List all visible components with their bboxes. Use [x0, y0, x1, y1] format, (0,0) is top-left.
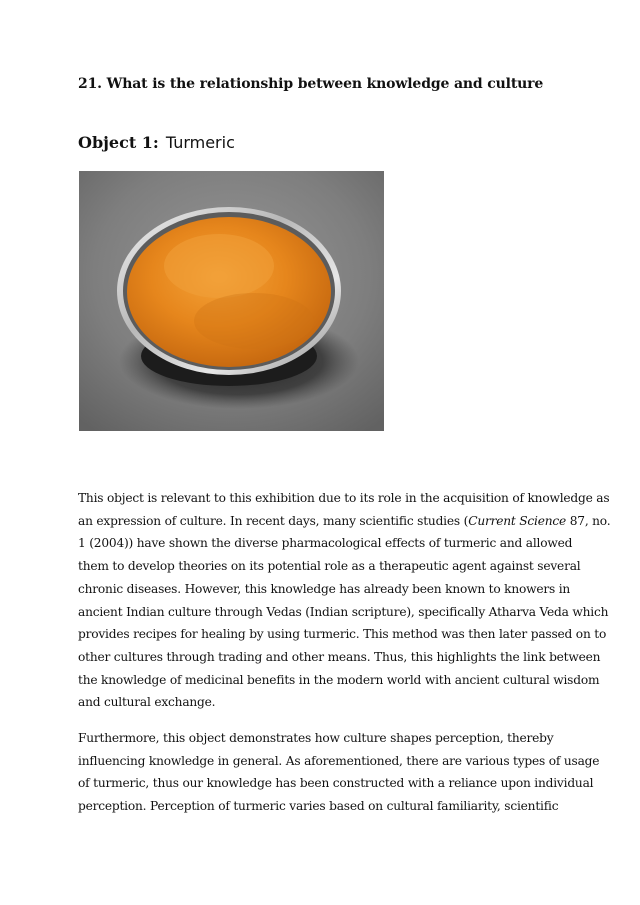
question-heading: 21. What is the relationship between knowledge and culture [78, 76, 544, 92]
text-line: the knowledge of medicinal benefits in the modern world with ancient cultural wisdom [78, 672, 600, 687]
citation-title: Current Science [468, 513, 567, 528]
text-line: other cultures through trading and other means. Thus, this highlights the link between [78, 649, 601, 664]
turmeric-photo [79, 171, 384, 431]
object-heading [78, 133, 235, 152]
text-line: them to develop theories on its potential role as a therapeutic agent against several [78, 559, 581, 574]
text-line: 1 (2004)) have shown the diverse pharmacological effects of turmeric and allowed [78, 536, 573, 551]
text-line: ancient Indian culture through Vedas (Indian scripture), specifically Atharva Veda which [78, 604, 609, 619]
text-line: This object is relevant to this exhibition due to its role in the acquisition of knowledge as [78, 491, 610, 505]
paragraph-perception [78, 727, 600, 818]
text-line: of turmeric, thus our knowledge has been constructed with a reliance upon individual [78, 776, 594, 791]
text-line: an expression of culture. In recent days, many scientific studies (Current Science 87, no. [78, 513, 611, 528]
text-line: provides recipes for healing by using turmeric. This method was then later passed on to [78, 627, 607, 642]
paragraph-relevance [78, 487, 611, 714]
text-line: perception. Perception of turmeric varies based on cultural familiarity, scientific [78, 799, 559, 814]
object-name: Turmeric [165, 133, 235, 152]
object-label: Object 1: [78, 133, 159, 152]
turmeric-bowl-image [79, 171, 384, 431]
text-line: Furthermore, this object demonstrates how culture shapes perception, thereby [78, 731, 554, 745]
text-line: and cultural exchange. [78, 695, 216, 710]
text-line: influencing knowledge in general. As aforementioned, there are various types of usage [78, 753, 600, 768]
text-line: chronic diseases. However, this knowledge has already been known to knowers in [78, 581, 571, 596]
